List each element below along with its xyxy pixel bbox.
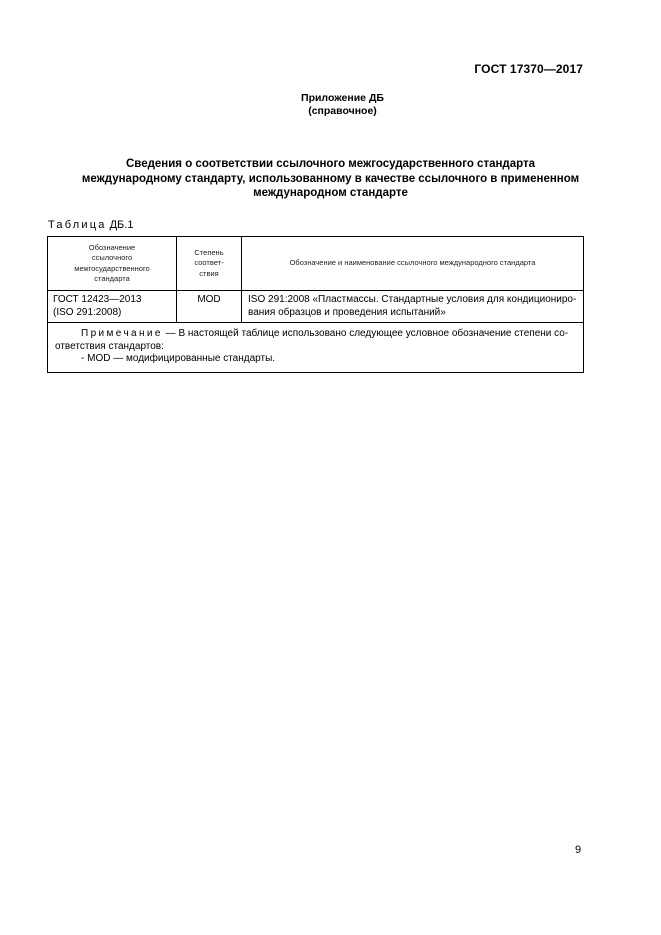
note-line-1 bbox=[55, 328, 577, 341]
section-title-line-2: международному стандарту, использованному в качестве ссылочного в примененном bbox=[81, 172, 580, 185]
cell-gost-line: (ISO 291:2008) bbox=[53, 306, 122, 318]
header-col1-line: межгосударственного bbox=[74, 263, 150, 273]
appendix-heading bbox=[0, 92, 661, 118]
cell-iso-line: ISO 291:2008 «Пластмассы. Стандартные условия для кондициониро- bbox=[248, 294, 577, 305]
header-cell-designation bbox=[48, 237, 177, 291]
note-label: Примечание bbox=[81, 328, 163, 339]
header-col2-line: ствия bbox=[199, 268, 219, 278]
header-cell-degree bbox=[177, 237, 242, 291]
header-col1-line: стандарта bbox=[94, 274, 130, 283]
table-caption-label: Таблица bbox=[48, 219, 107, 231]
header-col2-line: Степень bbox=[194, 247, 224, 257]
note-dash: — bbox=[165, 328, 176, 339]
table-caption-number: ДБ.1 bbox=[109, 219, 134, 231]
cell-gost bbox=[48, 291, 177, 323]
table-note bbox=[48, 323, 584, 373]
correspondence-table bbox=[47, 236, 584, 373]
note-item: - MOD — модифицированные стандарты. bbox=[81, 353, 276, 364]
page-number: 9 bbox=[575, 844, 582, 856]
table-note-row bbox=[48, 323, 584, 373]
cell-iso-line: вания образцов и проведения испытаний» bbox=[248, 306, 446, 318]
section-title-line-1: Сведения о соответствии ссылочного межгосударственного стандарта bbox=[125, 158, 536, 170]
table-header-row bbox=[48, 237, 584, 291]
header-col2-line: соответ- bbox=[194, 258, 224, 268]
note-line-2: ответствия стандартов: bbox=[55, 340, 164, 352]
table-caption bbox=[48, 219, 133, 231]
document-code: ГОСТ 17370—2017 bbox=[474, 62, 583, 76]
header-col1-line: Обозначение bbox=[88, 242, 136, 252]
cell-degree: MOD bbox=[177, 291, 242, 323]
section-title bbox=[60, 157, 601, 201]
header-col1-line: ссылочного bbox=[91, 253, 133, 262]
section-title-line-3: международном стандарте bbox=[253, 187, 408, 199]
cell-gost-line: ГОСТ 12423—2013 bbox=[53, 294, 142, 305]
header-cell-international-standard: Обозначение и наименование ссылочного международного стандарта bbox=[242, 237, 584, 291]
note-text-1: В настоящей таблице использовано следующее условное обозначение степени со- bbox=[178, 328, 569, 339]
appendix-title: Приложение ДБ bbox=[301, 92, 384, 104]
appendix-subtitle: (справочное) bbox=[308, 105, 377, 117]
table-row bbox=[48, 291, 584, 323]
cell-iso bbox=[242, 291, 584, 323]
